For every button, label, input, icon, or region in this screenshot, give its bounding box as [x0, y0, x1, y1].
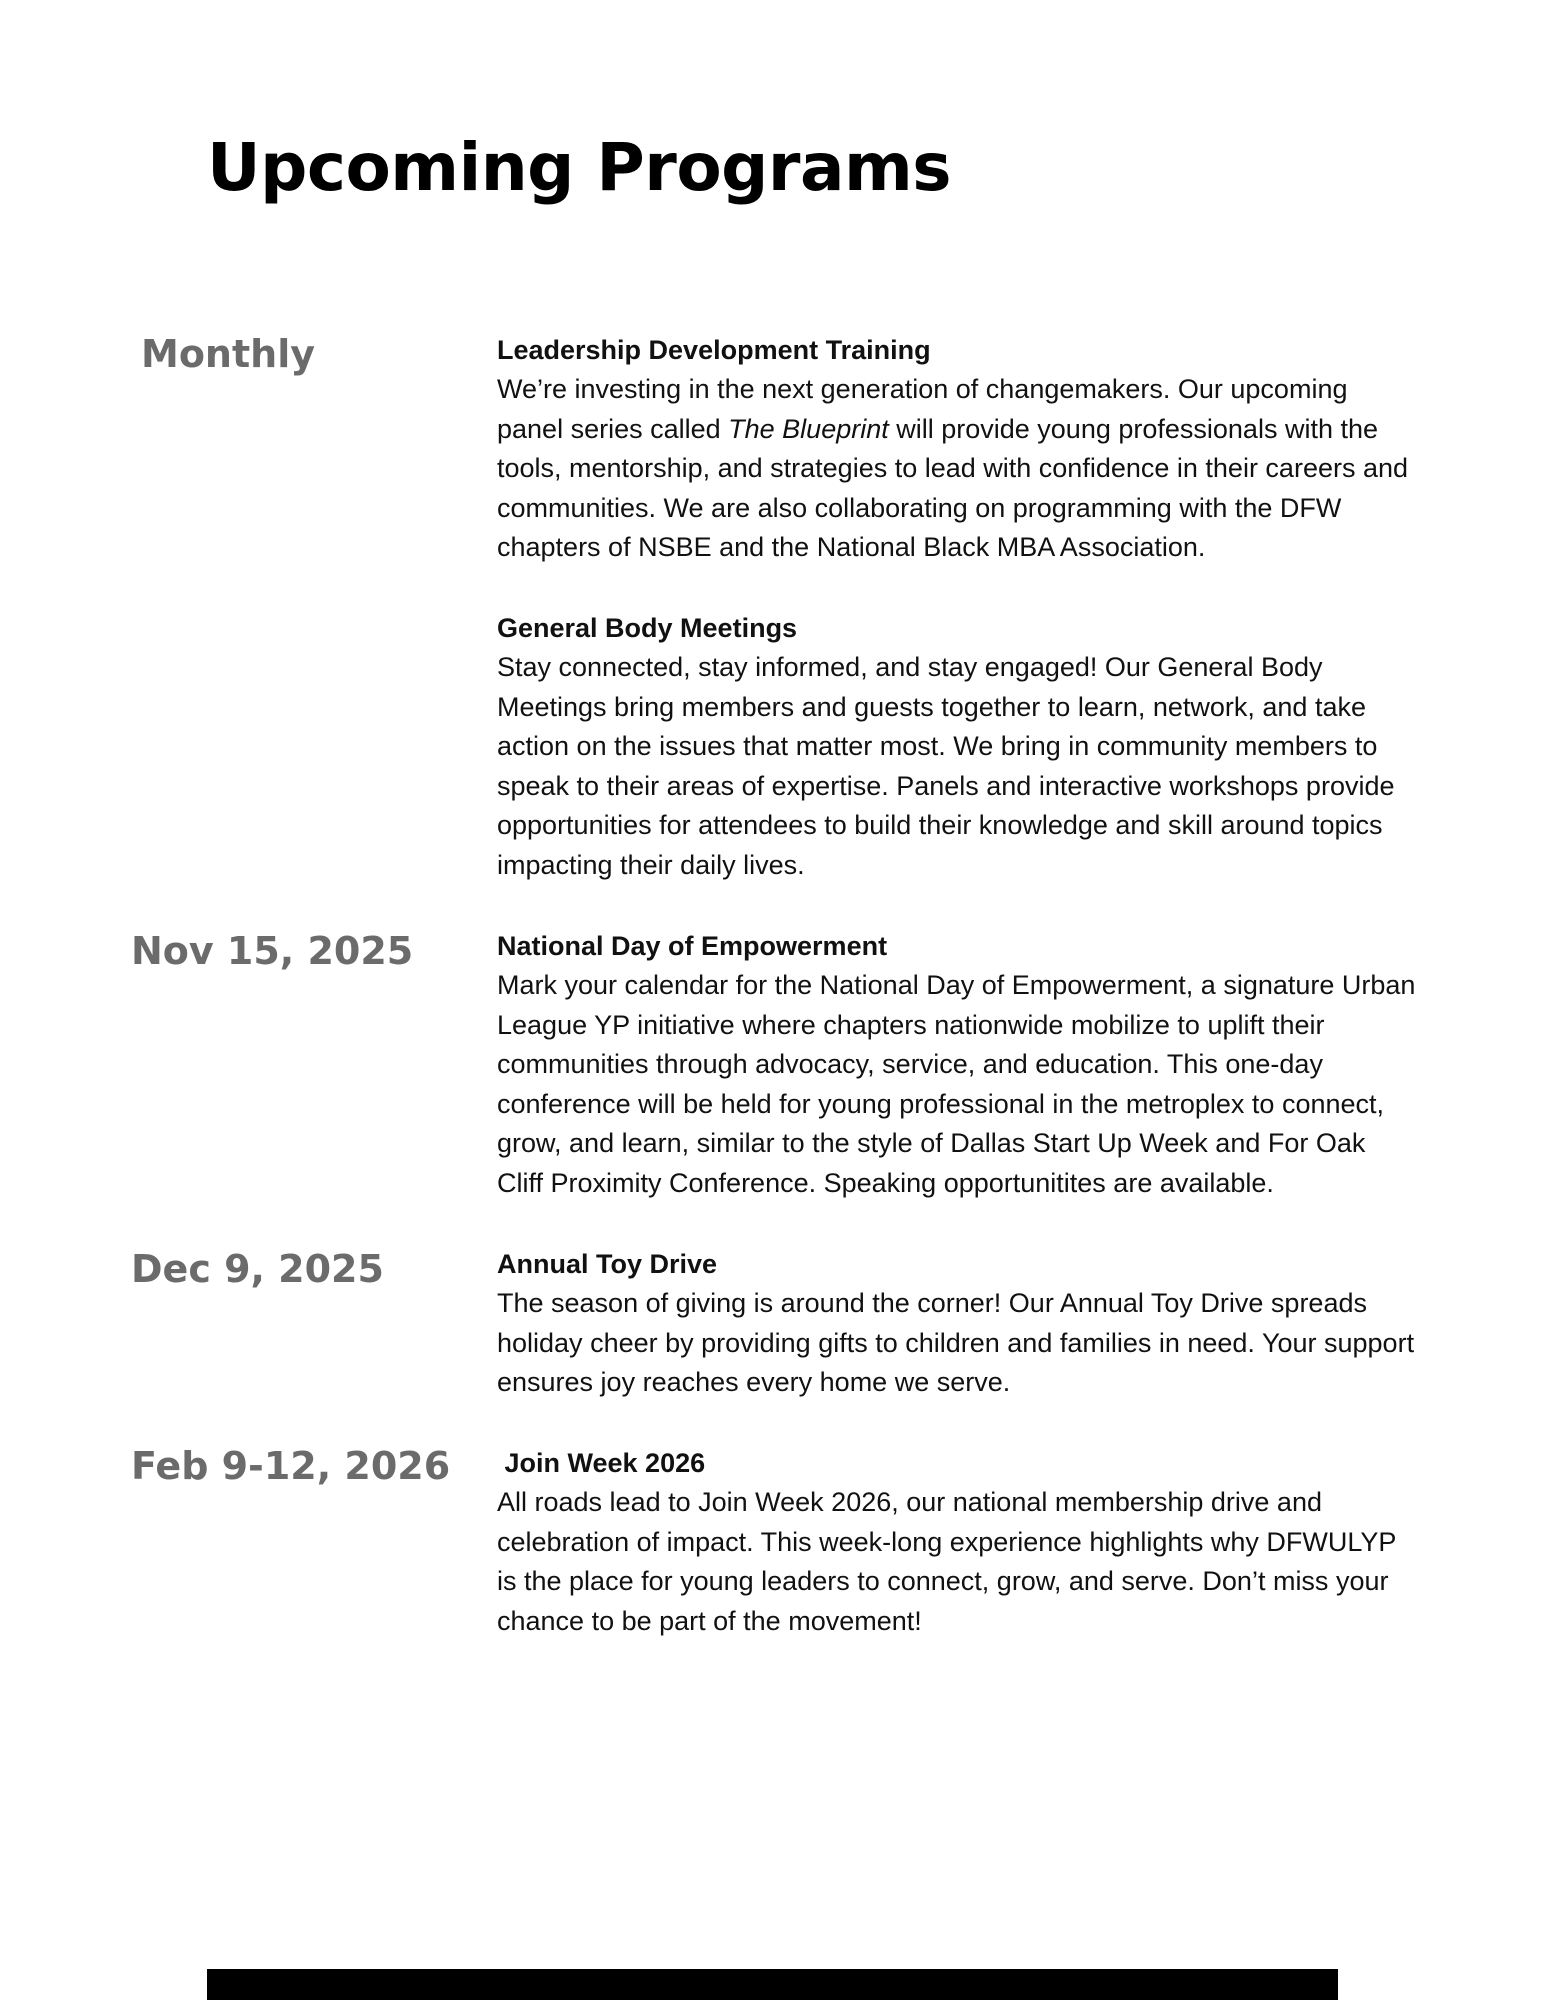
program-description: The season of giving is around the corner! Our Annual Toy Drive spreads holiday cheer by providing gifts to children and families in need. Your support ensures joy reaches every home we serve. [497, 1288, 1415, 1398]
program-description [497, 370, 1417, 568]
program-join-week [497, 1443, 1417, 1641]
program-title: General Body Meetings [497, 613, 798, 643]
program-national-day-of-empowerment [497, 926, 1417, 1204]
program-title: Leadership Development Training [497, 335, 931, 365]
program-title: National Day of Empowerment [497, 931, 888, 961]
program-description: Stay connected, stay informed, and stay engaged! Our General Body Meetings bring members and guests together to learn, network, and take action on the issues that matter most. We bring in community members to speak to their areas of expertise. Panels and interactive workshops provide opportunities for attendees to build their knowledge and skill around topics impacting their daily lives. [497, 652, 1395, 880]
program-description: Mark your calendar for the National Day of Empowerment, a signature Urban League YP initiative where chapters nationwide mobilize to uplift their communities through advocacy, service, and education. This one-day conference will be held for young professional in the metroplex to connect, grow, and learn, similar to the style of Dallas Start Up Week and For Oak Cliff Proximity Conference. Speaking opportunitites are available. [497, 970, 1416, 1198]
program-description-text: We’re investing in the next generation of changemakers. Our upcoming panel series called [497, 374, 1348, 444]
date-label-dec: Dec 9, 2025 [131, 1247, 384, 1291]
program-annual-toy-drive [497, 1244, 1417, 1403]
program-series-name: The Blueprint [728, 413, 889, 444]
date-label-nov: Nov 15, 2025 [131, 929, 414, 973]
program-description-text: will provide young professionals with the tools, mentorship, and strategies to lead with confidence in their careers and communities. We are also collaborating on programming with the DFW chapters of NSBE and the National Black MBA Association. [497, 413, 1409, 563]
program-description: All roads lead to Join Week 2026, our national membership drive and celebration of impact. This week-long experience highlights why DFWULYP is the place for young leaders to connect, grow, and serve. Don’t miss your chance to be part of the movement! [497, 1487, 1396, 1636]
footer-bar [207, 1969, 1338, 2000]
program-general-body-meetings [497, 608, 1417, 886]
date-label-feb: Feb 9-12, 2026 [131, 1444, 451, 1488]
program-leadership-development [497, 330, 1417, 568]
program-title: Annual Toy Drive [497, 1249, 718, 1279]
date-label-monthly: Monthly [141, 332, 315, 376]
page-title: Upcoming Programs [207, 129, 952, 206]
program-title: Join Week 2026 [497, 1448, 706, 1478]
